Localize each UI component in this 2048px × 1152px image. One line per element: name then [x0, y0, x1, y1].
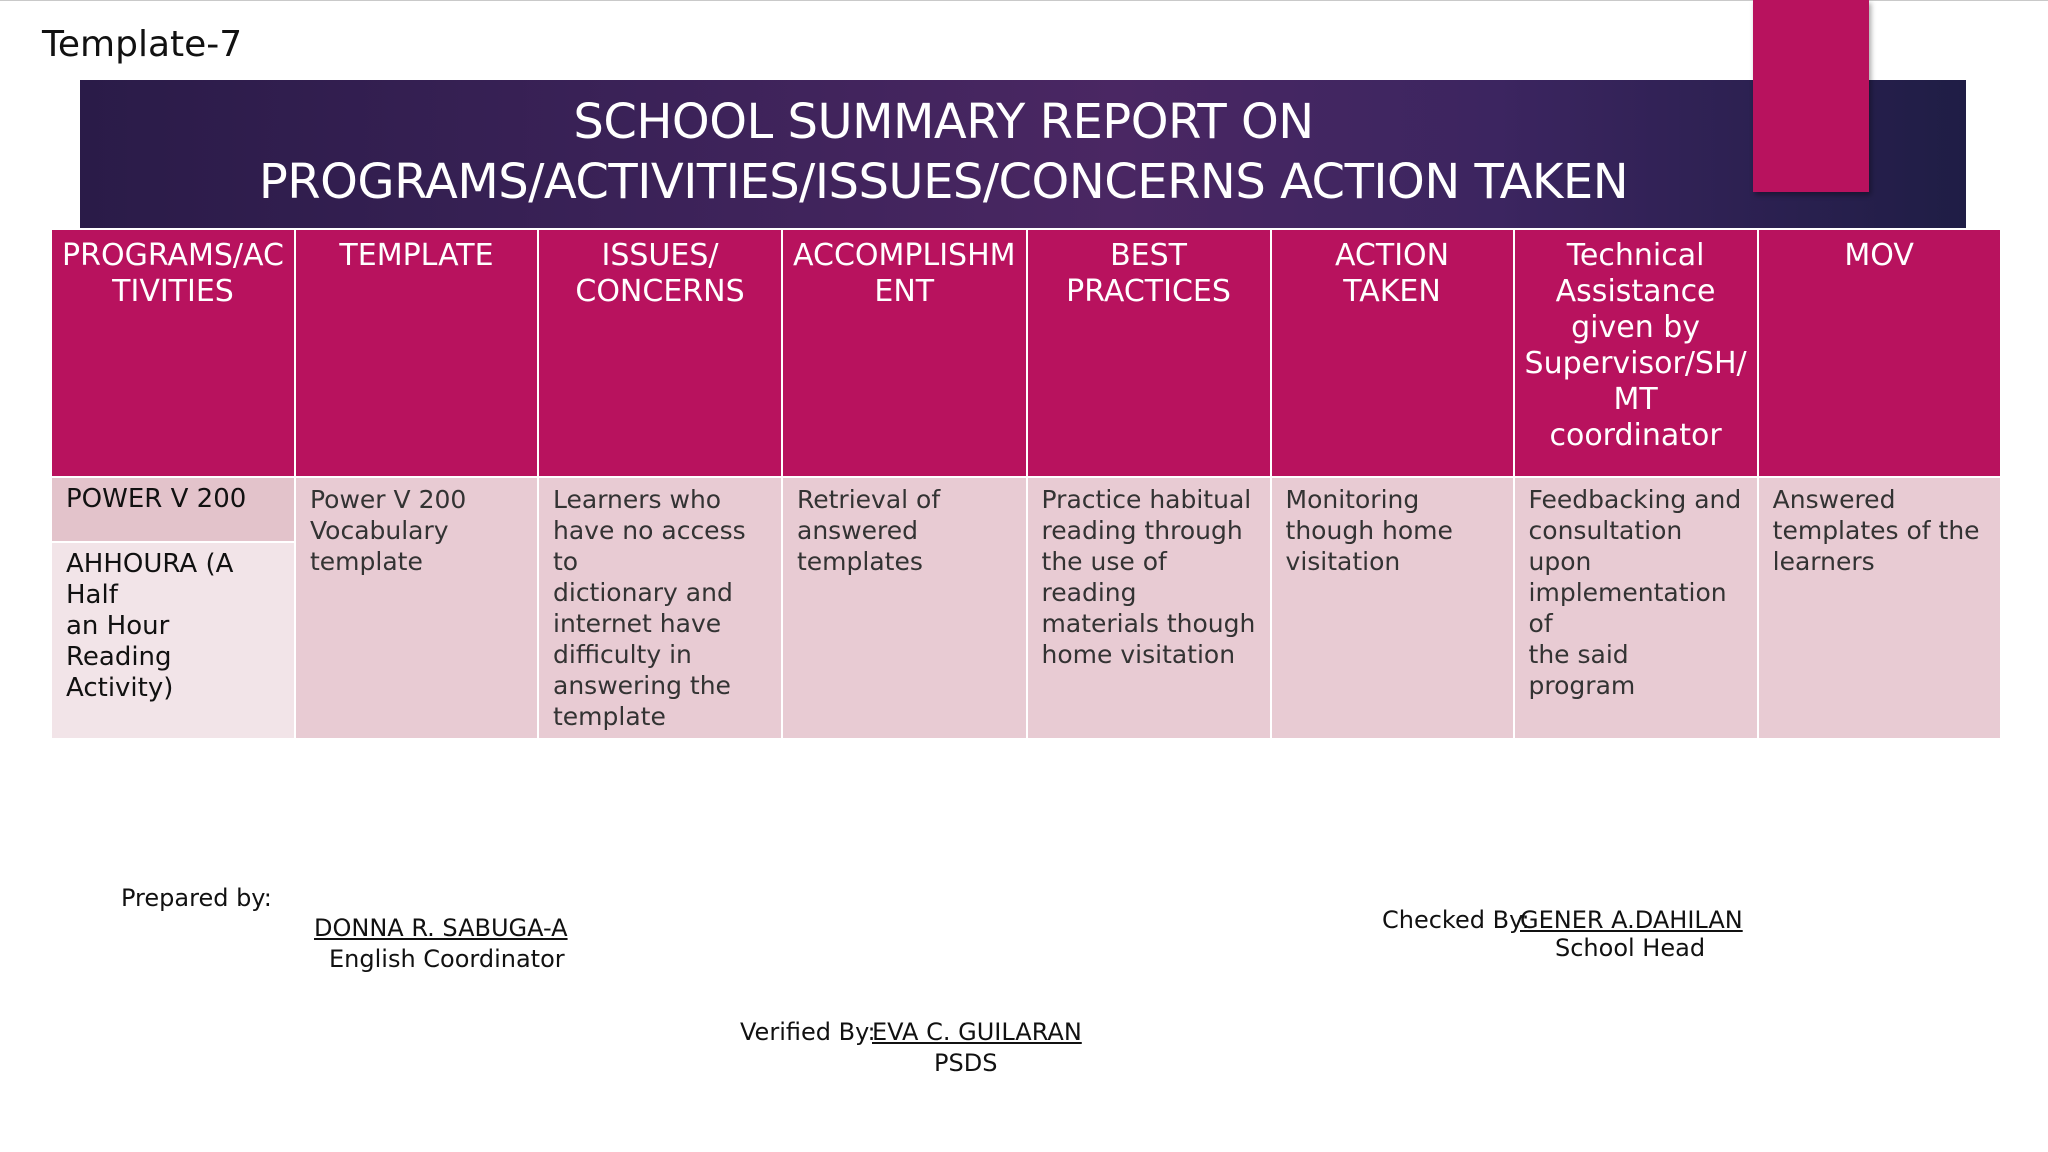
cell-program-power-v-200	[51, 477, 295, 542]
text-line: ACCOMPLISHM	[793, 238, 1016, 273]
text-line: the said program	[1528, 640, 1636, 700]
text-line: ISSUES/	[601, 238, 719, 273]
header-programs-activities	[51, 229, 295, 477]
text-line: ENT	[874, 274, 935, 309]
prepared-by-label: Prepared by:	[121, 884, 272, 912]
header-issues-concerns	[538, 229, 782, 477]
text-line: templates	[797, 547, 923, 576]
text-line: Supervisor/SH/	[1524, 346, 1747, 381]
cell-program-ahhoura	[51, 542, 295, 739]
text-line: Feedbacking and	[1528, 485, 1742, 514]
text-line: difficulty in	[553, 640, 692, 669]
text-line: reading through	[1041, 516, 1243, 545]
title-line-1: SCHOOL SUMMARY REPORT ON	[573, 94, 1314, 150]
header-template	[295, 229, 538, 477]
cell-issues-concerns	[538, 477, 782, 739]
cell-template	[295, 477, 538, 739]
table-header-row	[51, 229, 2001, 477]
text-line: the use of reading	[1041, 547, 1167, 607]
text-line: Learners who	[553, 485, 722, 514]
decorative-tab	[1753, 0, 1869, 192]
text-line: Assistance	[1555, 274, 1716, 309]
prepared-by-title: English Coordinator	[329, 945, 565, 973]
text-line: template	[553, 702, 666, 731]
text-line: TEMPLATE	[339, 238, 494, 273]
header-best-practices	[1027, 229, 1271, 477]
header-action-taken	[1271, 229, 1514, 477]
text-line: PRACTICES	[1066, 274, 1231, 309]
cell-technical-assistance	[1514, 477, 1758, 739]
text-line: PROGRAMS/AC	[62, 238, 284, 273]
text-line: template	[310, 547, 423, 576]
table-row	[51, 477, 2001, 542]
text-line: Monitoring	[1285, 485, 1420, 514]
text-line: learners	[1772, 547, 1875, 576]
text-line: Power V 200	[310, 485, 467, 514]
text-line: answering the	[553, 671, 731, 700]
top-border-line	[0, 0, 2048, 1]
cell-accomplishment	[782, 477, 1027, 739]
text-line: implementation of	[1528, 578, 1727, 638]
text-line: MOV	[1844, 238, 1914, 273]
text-line: though home	[1285, 516, 1453, 545]
text-line: materials though	[1041, 609, 1256, 638]
text-line: Answered	[1772, 485, 1896, 514]
text-line: templates of the	[1772, 516, 1980, 545]
text-line: CONCERNS	[575, 274, 745, 309]
prepared-by-name: DONNA R. SABUGA-A	[314, 914, 568, 942]
report-title	[80, 92, 1807, 212]
header-technical-assistance	[1514, 229, 1758, 477]
text-line: have no access to	[553, 516, 746, 576]
text-line: visitation	[1285, 547, 1401, 576]
text-line: Technical	[1566, 238, 1705, 273]
checked-by-name: GENER A.DAHILAN	[1520, 906, 1743, 934]
text-line: an Hour Reading	[66, 611, 172, 672]
title-line-2: PROGRAMS/ACTIVITIES/ISSUES/CONCERNS ACTION TAKEN	[258, 154, 1629, 210]
text-line: Vocabulary	[310, 516, 449, 545]
text-line: Retrieval of	[797, 485, 941, 514]
text-line: home visitation	[1041, 640, 1236, 669]
text-line: answered	[797, 516, 918, 545]
verified-by-name: EVA C. GUILARAN	[872, 1018, 1082, 1046]
text-line: MT coordinator	[1549, 382, 1722, 453]
text-line: POWER V 200	[66, 484, 247, 514]
cell-best-practices	[1027, 477, 1271, 739]
summary-table	[50, 228, 2002, 740]
text-line: ACTION TAKEN	[1334, 238, 1450, 309]
text-line: given by	[1571, 310, 1701, 345]
cell-mov	[1758, 477, 2001, 739]
template-label: Template-7	[42, 24, 243, 65]
text-line: internet have	[553, 609, 722, 638]
cell-action-taken	[1271, 477, 1514, 739]
checked-by-title: School Head	[1555, 934, 1706, 962]
text-line: Practice habitual	[1041, 485, 1252, 514]
text-line: TIVITIES	[112, 274, 234, 309]
header-mov	[1758, 229, 2001, 477]
verified-by-title: PSDS	[934, 1049, 998, 1077]
checked-by-label: Checked By:	[1382, 906, 1530, 934]
text-line: AHHOURA (A Half	[66, 549, 234, 610]
text-line: Activity)	[66, 673, 174, 703]
text-line: BEST	[1110, 238, 1187, 273]
text-line: dictionary and	[553, 578, 733, 607]
verified-by-label: Verified By:	[740, 1018, 876, 1046]
text-line: consultation upon	[1528, 516, 1683, 576]
header-accomplishment	[782, 229, 1027, 477]
